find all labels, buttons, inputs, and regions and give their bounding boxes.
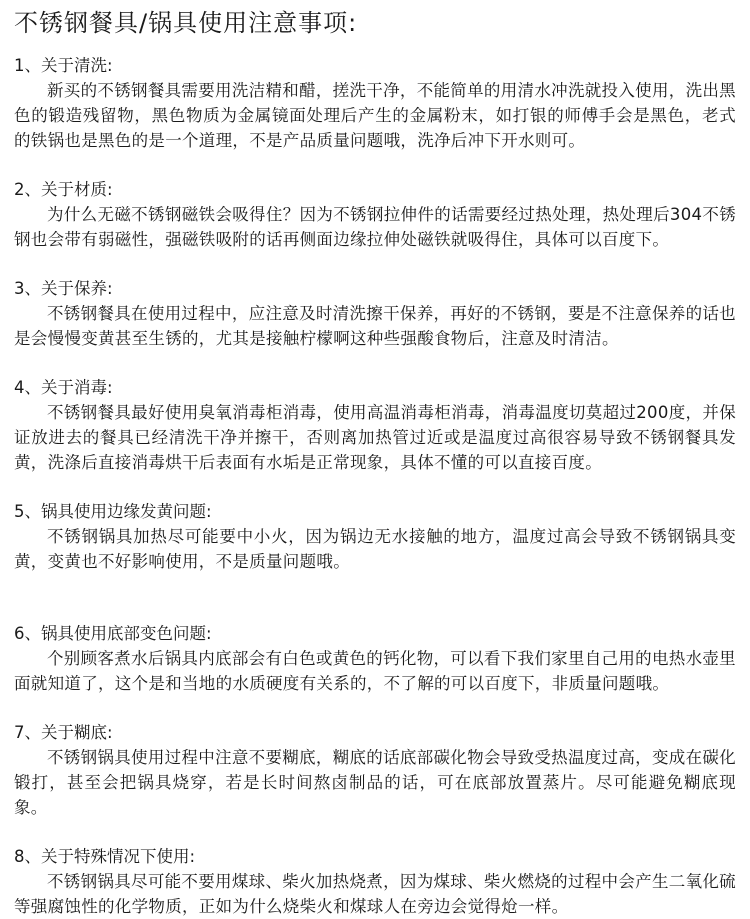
section-disinfection — [14, 375, 736, 475]
section-heading: 5、锅具使用边缘发黄问题: — [14, 502, 212, 521]
section-edge-yellowing — [14, 499, 736, 574]
section-body: 新买的不锈钢餐具需要用洗洁精和醋，搓洗干净，不能简单的用清水冲洗就投入使用，洗出黑色的锻造残留物，黑色物质为金属镜面处理后产生的金属粉末，如打银的师傅手会是黑色，老式的铁锅也是黑色的是一个道理，不是产品质量问题哦，洗净后冲下开水则可。 — [14, 81, 736, 150]
section-body: 不锈钢锅具加热尽可能要中小火，因为锅边无水接触的地方，温度过高会导致不锈钢锅具变黄，变黄也不好影响使用，不是质量问题哦。 — [14, 527, 736, 571]
section-body: 不锈钢餐具在使用过程中，应注意及时清洗擦干保养，再好的不锈钢，要是不注意保养的话也是会慢慢变黄甚至生锈的，尤其是接触柠檬啊这种些强酸食物后，注意及时清洁。 — [14, 304, 736, 348]
section-material — [14, 177, 736, 252]
section-body: 不锈钢锅具尽可能不要用煤球、柴火加热烧煮，因为煤球、柴火燃烧的过程中会产生二氧化硫等强腐蚀性的化学物质，正如为什么烧柴火和煤球人在旁边会觉得炝一样。 — [14, 872, 736, 916]
section-bottom-discoloration — [14, 621, 736, 696]
section-body: 个别顾客煮水后锅具内底部会有白色或黄色的钙化物，可以看下我们家里自己用的电热水壶里面就知道了，这个是和当地的水质硬度有关系的，不了解的可以百度下，非质量问题哦。 — [14, 649, 736, 693]
section-heading: 3、关于保养: — [14, 279, 113, 298]
section-cleaning — [14, 53, 736, 153]
section-burnt-bottom — [14, 720, 736, 820]
section-special-use — [14, 844, 736, 919]
section-body: 为什么无磁不锈钢磁铁会吸得住？因为不锈钢拉伸件的话需要经过热处理，热处理后304不锈钢也会带有弱磁性，强磁铁吸附的话再侧面边缘拉伸处磁铁就吸得住，具体可以百度下。 — [14, 205, 736, 249]
section-body: 不锈钢锅具使用过程中注意不要糊底，糊底的话底部碳化物会导致受热温度过高，变成在碳化锻打，甚至会把锅具烧穿，若是长时间熬卤制品的话，可在底部放置蒸片。尽可能避免糊底现象。 — [14, 748, 736, 817]
section-heading: 1、关于清洗: — [14, 56, 113, 75]
section-heading: 2、关于材质: — [14, 180, 113, 199]
section-heading: 7、关于糊底: — [14, 723, 113, 742]
section-maintenance — [14, 276, 736, 351]
page-title: 不锈钢餐具/锅具使用注意事项: — [14, 9, 358, 37]
section-heading: 4、关于消毒: — [14, 378, 113, 397]
section-body: 不锈钢餐具最好使用臭氧消毒柜消毒，使用高温消毒柜消毒，消毒温度切莫超过200度，并保证放进去的餐具已经清洗干净并擦干，否则离加热管过近或是温度过高很容易导致不锈钢餐具发黄，洗涤后直接消毒烘干后表面有水垢是正常现象，具体不懂的可以直接百度。 — [14, 403, 736, 472]
section-heading: 8、关于特殊情况下使用: — [14, 847, 196, 866]
section-heading: 6、锅具使用底部变色问题: — [14, 624, 212, 643]
